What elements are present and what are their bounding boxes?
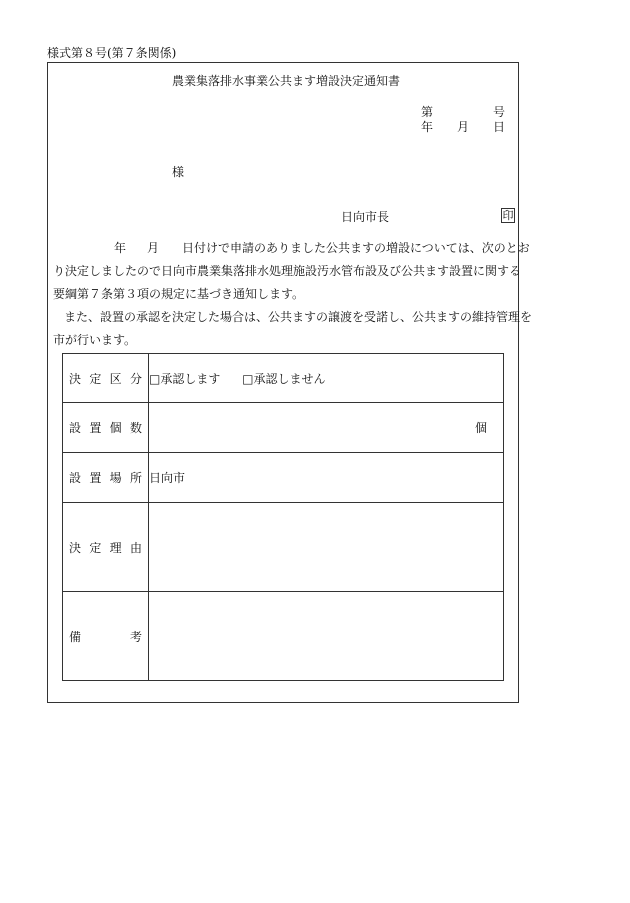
decision-table [62, 353, 504, 681]
count-unit: 個 [474, 421, 487, 435]
table-row-decision [63, 354, 504, 403]
addressee-suffix: 様 [172, 165, 185, 179]
table-row-count [63, 403, 504, 453]
count-label: 設 置 個 数 [63, 403, 149, 453]
paragraph1-line1: 日付けで申請のありました公共ますの増設については、次のとお [182, 241, 530, 255]
paragraph1-line3: 要綱第７条第３項の規定に基づき通知します。 [53, 287, 305, 301]
remarks-label: 備 考 [63, 592, 149, 681]
date-year: 年 [421, 120, 434, 134]
count-field[interactable] [149, 403, 504, 453]
location-label: 設 置 場 所 [63, 453, 149, 503]
decision-label: 決 定 区 分 [63, 354, 149, 403]
reason-field[interactable] [149, 503, 504, 592]
paragraph1-line2: り決定しましたので日向市農業集落排水処理施設汚水管布設及び公共ます設置に関する [53, 264, 522, 278]
reason-label: 決 定 理 由 [63, 503, 149, 592]
number-prefix: 第 [421, 105, 434, 119]
form-number-label: 様式第８号(第７条関係) [47, 46, 177, 60]
decision-options [149, 354, 504, 403]
paragraph1-month: 月 [147, 241, 160, 255]
approve-checkbox[interactable]: □承認します [149, 371, 221, 386]
table-row-remarks [63, 592, 504, 681]
paragraph2-line2: 市が行います。 [53, 333, 137, 347]
table-row-location [63, 453, 504, 503]
number-suffix: 号 [493, 105, 506, 119]
location-field[interactable]: 日向市 [149, 453, 504, 503]
remarks-field[interactable] [149, 592, 504, 681]
date-day: 日 [493, 120, 506, 134]
issuer-name: 日向市長 [341, 210, 390, 224]
table-row-reason [63, 503, 504, 592]
seal-mark: 印 [502, 209, 514, 222]
paragraph1-year: 年 [114, 241, 127, 255]
paragraph2-line1: また、設置の承認を決定した場合は、公共ますの譲渡を受諾し、公共ますの維持管理を [64, 310, 533, 324]
date-month: 月 [457, 120, 470, 134]
reject-checkbox[interactable]: □承認しません [242, 371, 326, 386]
document-title: 農業集落排水事業公共ます増設決定通知書 [172, 74, 401, 88]
